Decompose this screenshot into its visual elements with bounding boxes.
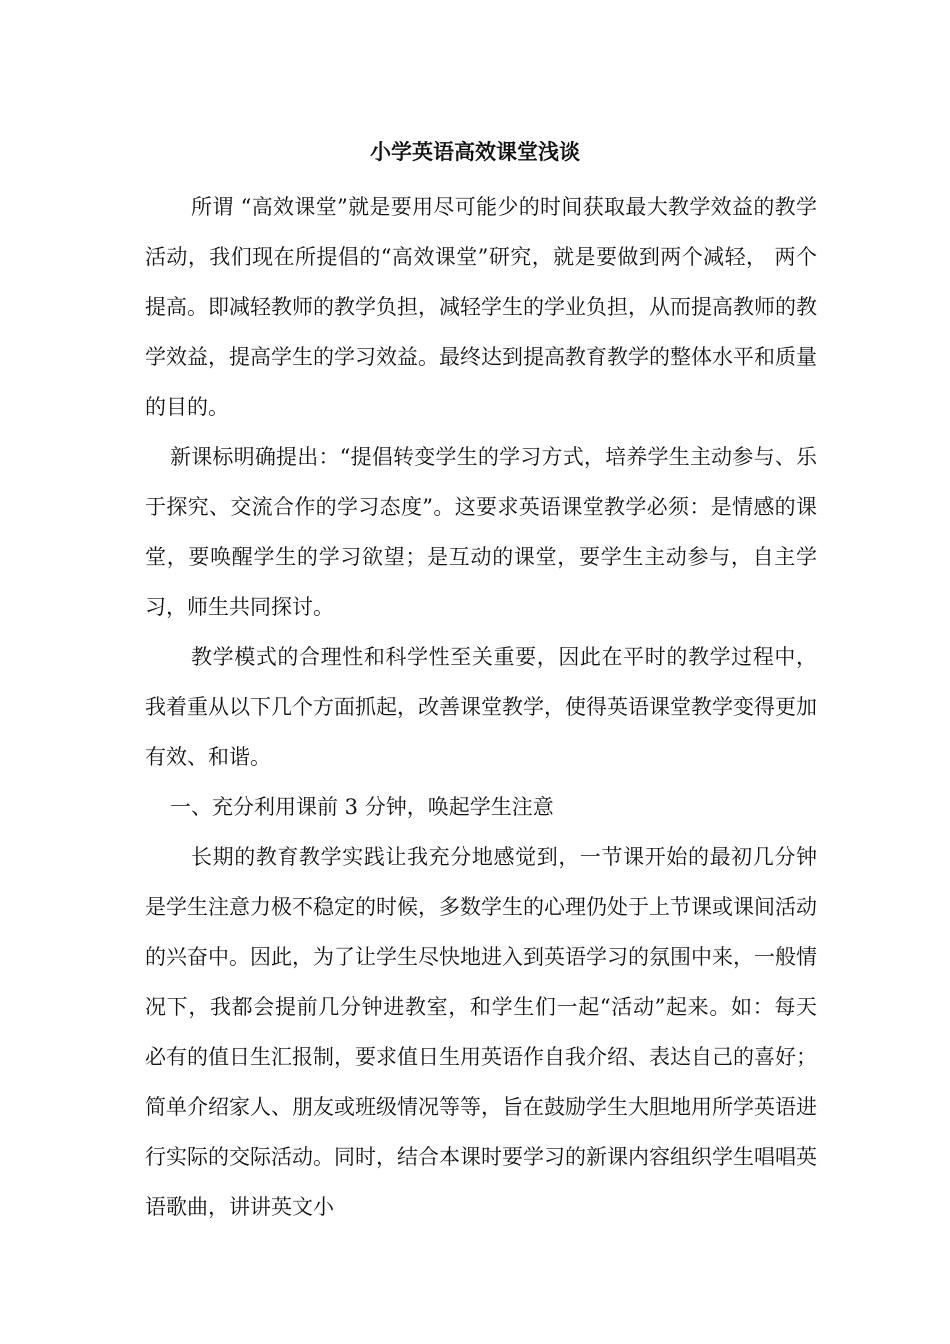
paragraph-intro: 所谓 “高效课堂”就是要用尽可能少的时间获取最大教学效益的教学活动，我们现在所提倡的“高效课堂”研究，就是要做到两个减轻， 两个提高。即减轻教师的教学负担，减轻学生的学业负担，从而提高教师的教学效益，提高学生的学习效益。最终达到提高教育教学的整体水平和质量的目的。 <box>145 195 817 419</box>
document-title: 小学英语高效课堂浅谈 <box>370 139 580 164</box>
paragraph-section-one: 长期的教育教学实践让我充分地感觉到，一节课开始的最初几分钟是学生注意力极不稳定的时候，多数学生的心理仍处于上节课或课间活动的兴奋中。因此，为了让学生尽快地进入到英语学习的氛围中来，一般情况下，我都会提前几分钟进教室，和学生们一起“活动”起来。如：每天必有的值日生汇报制，要求值日生用英语作自我介绍、表达自己的喜好；简单介绍家人、朋友或班级情况等等，旨在鼓励学生大胆地用所学英语进行实际的交际活动。同时，结合本课时要学习的新课内容组织学生唱唱英语歌曲，讲讲英文小 <box>145 845 817 1219</box>
paragraph-teaching-model: 教学模式的合理性和科学性至关重要，因此在平时的教学过程中，我着重从以下几个方面抓起，改善课堂教学，使得英语课堂教学变得更加有效、和谐。 <box>145 645 817 769</box>
document-body <box>145 182 817 1232</box>
section-heading: 一、充分利用课前 3 分钟，唤起学生注意 <box>170 795 554 819</box>
paragraph-curriculum: 新课标明确提出：“提倡转变学生的学习方式，培养学生主动参与、乐于探究、交流合作的学习态度”。这要求英语课堂教学必须：是情感的课堂，要唤醒学生的学习欲望；是互动的课堂，要学生主动参与，自主学习，师生共同探讨。 <box>145 445 817 619</box>
